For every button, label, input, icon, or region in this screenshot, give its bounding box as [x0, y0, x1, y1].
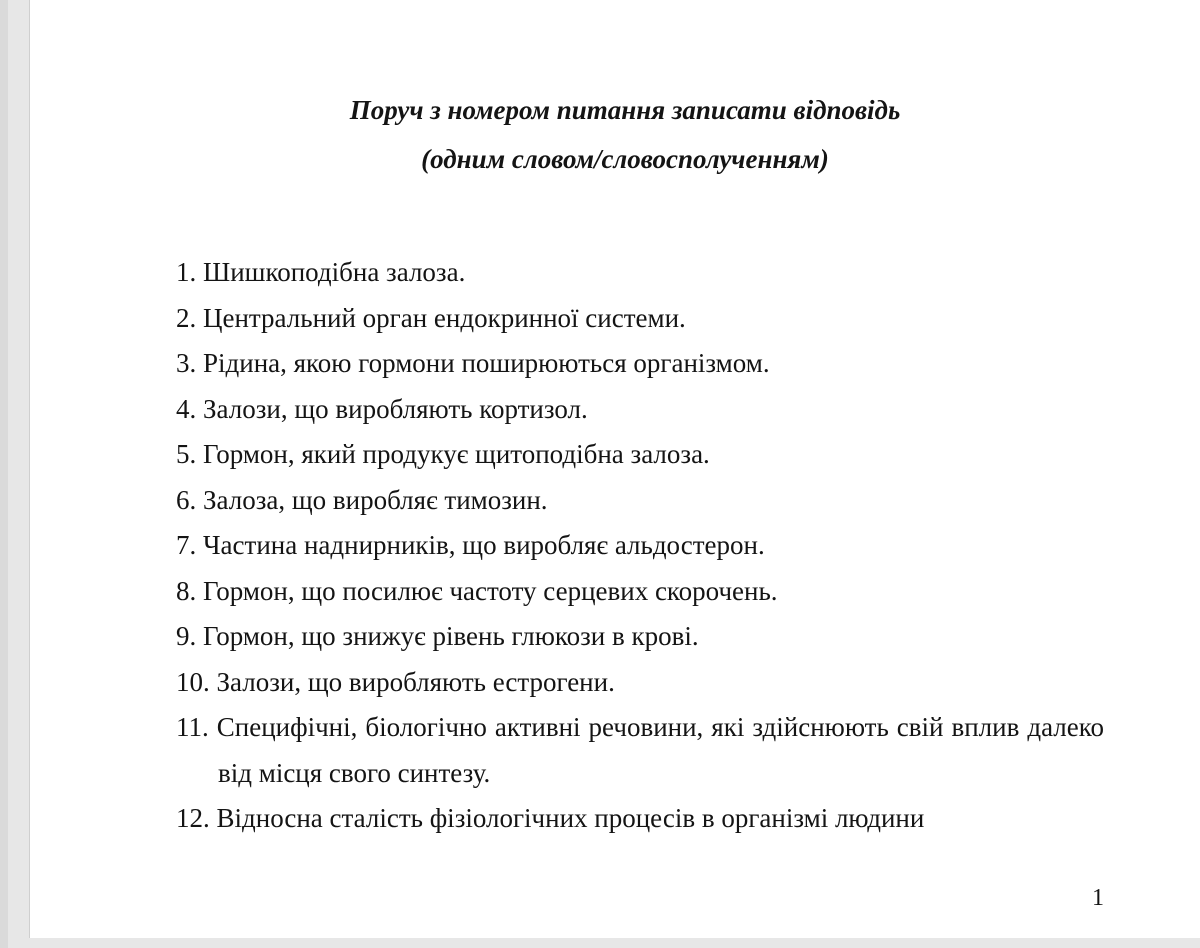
document-title — [176, 86, 1104, 184]
question-item-1: 1. Шишкоподібна залоза. — [176, 257, 466, 287]
viewer-left-edge — [0, 0, 8, 948]
question-item-9: 9. Гормон, що знижує рівень глюкози в крові. — [176, 621, 699, 651]
question-item-2: 2. Центральний орган ендокринної системи. — [176, 302, 686, 333]
question-item-10: 10. Залози, що виробляють естрогени. — [176, 666, 615, 697]
question-item-7: 7. Частина наднирників, що виробляє альдостерон. — [176, 530, 765, 560]
question-item-8: 8. Гормон, що посилює частоту серцевих скорочень. — [176, 575, 778, 606]
question-item-6: 6. Залоза, що виробляє тимозин. — [176, 484, 548, 515]
question-item-5: 5. Гормон, який продукує щитоподібна залоза. — [176, 439, 710, 469]
document-page — [30, 0, 1200, 938]
question-item-12: 12. Відносна сталість фізіологічних процесів в організмі людини — [176, 803, 925, 833]
question-item-3: 3. Рідина, якою гормони поширюються організмом. — [176, 348, 770, 378]
document-title-line1: Поруч з номером питання записати відповідь — [349, 95, 901, 125]
document-title-line2: (одним словом/словосполученням) — [421, 144, 829, 174]
question-item-4: 4. Залози, що виробляють кортизол. — [176, 393, 588, 424]
question-list — [176, 250, 1104, 842]
question-item-11: 11. Специфічні, біологічно активні речовини, які здійснюють свій вплив далеко від місця свого синтезу. — [176, 712, 1104, 788]
page-number: 1 — [1092, 885, 1104, 911]
document-content — [30, 0, 1200, 842]
